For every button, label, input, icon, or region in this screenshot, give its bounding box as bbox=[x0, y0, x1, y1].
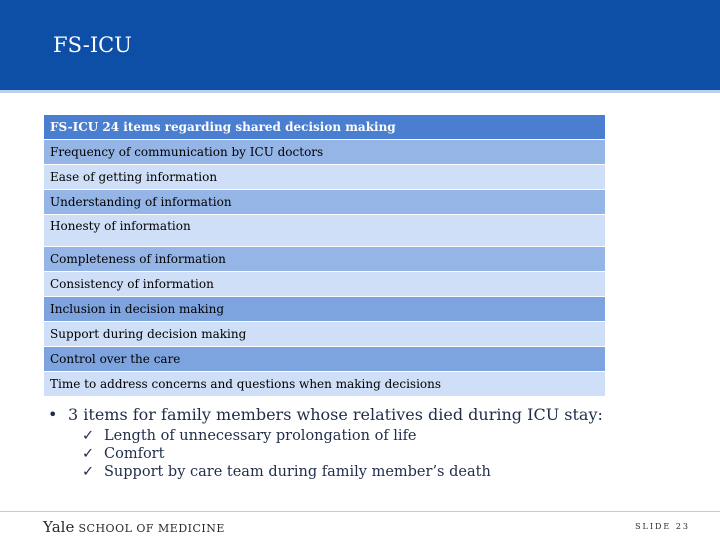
table-row bbox=[44, 247, 606, 272]
slide-number: SLIDE 23 bbox=[635, 522, 690, 531]
table-cell: Honesty of information bbox=[44, 215, 606, 247]
checkmark-icon: ✓ bbox=[82, 464, 95, 480]
sub-bullet-text: Comfort bbox=[104, 446, 165, 462]
sub-bullet-text: Length of unnecessary prolongation of life bbox=[104, 428, 417, 444]
sub-bullet-item bbox=[82, 446, 688, 462]
checkmark-icon: ✓ bbox=[82, 446, 95, 462]
table-row bbox=[44, 297, 606, 322]
table-row bbox=[44, 215, 606, 247]
sub-bullet-text: Support by care team during family member’s death bbox=[104, 464, 491, 480]
checkmark-icon: ✓ bbox=[82, 428, 95, 444]
table-cell: Consistency of information bbox=[44, 272, 606, 297]
table-cell: Support during decision making bbox=[44, 322, 606, 347]
bullet-text: 3 items for family members whose relatives died during ICU stay: bbox=[68, 405, 603, 424]
table-row bbox=[44, 165, 606, 190]
table-row bbox=[44, 322, 606, 347]
table-cell: Understanding of information bbox=[44, 190, 606, 215]
items-table bbox=[43, 114, 606, 397]
table-cell: Inclusion in decision making bbox=[44, 297, 606, 322]
table-header-row bbox=[44, 115, 606, 140]
table-header-cell: FS-ICU 24 items regarding shared decision making bbox=[44, 115, 606, 140]
table-cell: Frequency of communication by ICU doctors bbox=[44, 140, 606, 165]
table-row bbox=[44, 347, 606, 372]
logo-yale: Yale bbox=[43, 518, 75, 536]
sub-bullet-item bbox=[82, 428, 688, 444]
table-cell: Time to address concerns and questions when making decisions bbox=[44, 372, 606, 397]
header-bar bbox=[0, 0, 720, 93]
table-row bbox=[44, 190, 606, 215]
slide-title: FS-ICU bbox=[53, 33, 132, 57]
sub-bullet-list bbox=[48, 428, 688, 480]
table-row bbox=[44, 140, 606, 165]
table-row bbox=[44, 372, 606, 397]
table-cell: Control over the care bbox=[44, 347, 606, 372]
footer-divider bbox=[0, 511, 720, 512]
logo-school: SCHOOL OF MEDICINE bbox=[78, 522, 225, 535]
footer-logo bbox=[43, 518, 225, 536]
bullet-list bbox=[48, 405, 688, 482]
bullet-dot-icon: • bbox=[48, 405, 58, 424]
sub-bullet-item bbox=[82, 464, 688, 480]
table-cell: Ease of getting information bbox=[44, 165, 606, 190]
table-cell: Completeness of information bbox=[44, 247, 606, 272]
bullet-item bbox=[48, 405, 688, 424]
table-row bbox=[44, 272, 606, 297]
